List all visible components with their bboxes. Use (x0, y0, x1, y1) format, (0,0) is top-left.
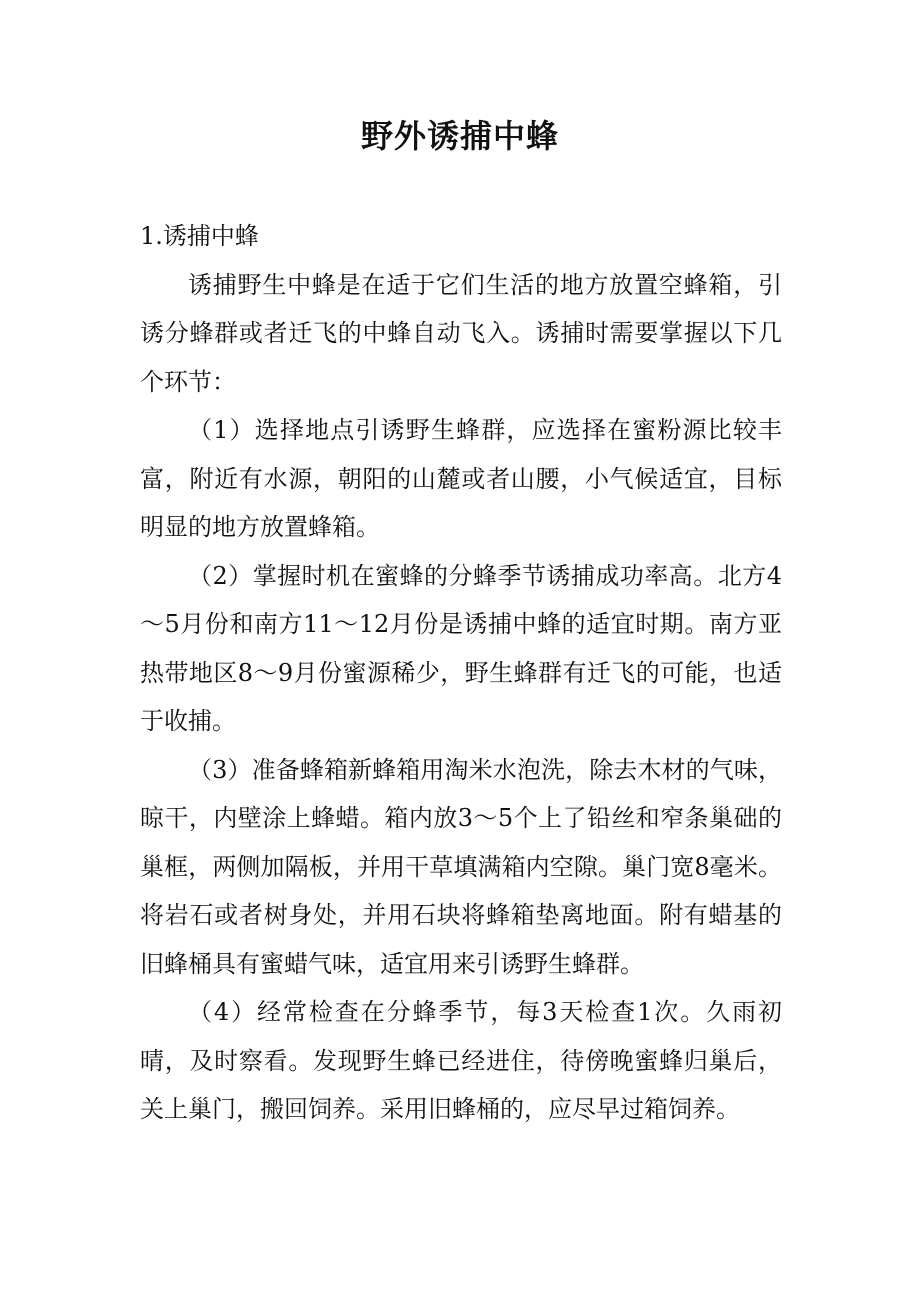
paragraph-choose-location: （1）选择地点引诱野生蜂群，应选择在蜜粉源比较丰富，附近有水源，朝阳的山麓或者山腰，小气候适宜，目标明显的地方放置蜂箱。 (140, 416, 782, 541)
document-body (140, 212, 782, 1134)
section-heading: 1.诱捕中蜂 (140, 222, 259, 250)
paragraph-intro: 诱捕野生中蜂是在适于它们生活的地方放置空蜂箱，引诱分蜂群或者迁飞的中蜂自动飞入。诱捕时需要掌握以下几个环节： (140, 270, 782, 396)
paragraph-inspection: （4）经常检查在分蜂季节，每3天检查1次。久雨初晴，及时察看。发现野生蜂已经进住，待傍晚蜜蜂归巢后，关上巢门，搬回饲养。采用旧蜂桶的，应尽早过箱饲养。 (140, 998, 782, 1123)
paragraph-timing: （2）掌握时机在蜜蜂的分蜂季节诱捕成功率高。北方4～5月份和南方11～12月份是诱捕中蜂的适宜时期。南方亚热带地区8～9月份蜜源稀少，野生蜂群有迁飞的可能，也适于收捕。 (140, 561, 782, 735)
document-title: 野外诱捕中蜂 (360, 117, 559, 155)
paragraph-prepare-hive: （3）准备蜂箱新蜂箱用淘米水泡洗，除去木材的气味，晾干，内壁涂上蜂蜡。箱内放3～5个上了铅丝和窄条巢础的巢框，两侧加隔板，并用干草填满箱内空隙。巢门宽8毫米。将岩石或者树身处，并用石块将蜂箱垫离地面。附有蜡基的旧蜂桶具有蜜蜡气味，适宜用来引诱野生蜂群。 (140, 755, 782, 978)
